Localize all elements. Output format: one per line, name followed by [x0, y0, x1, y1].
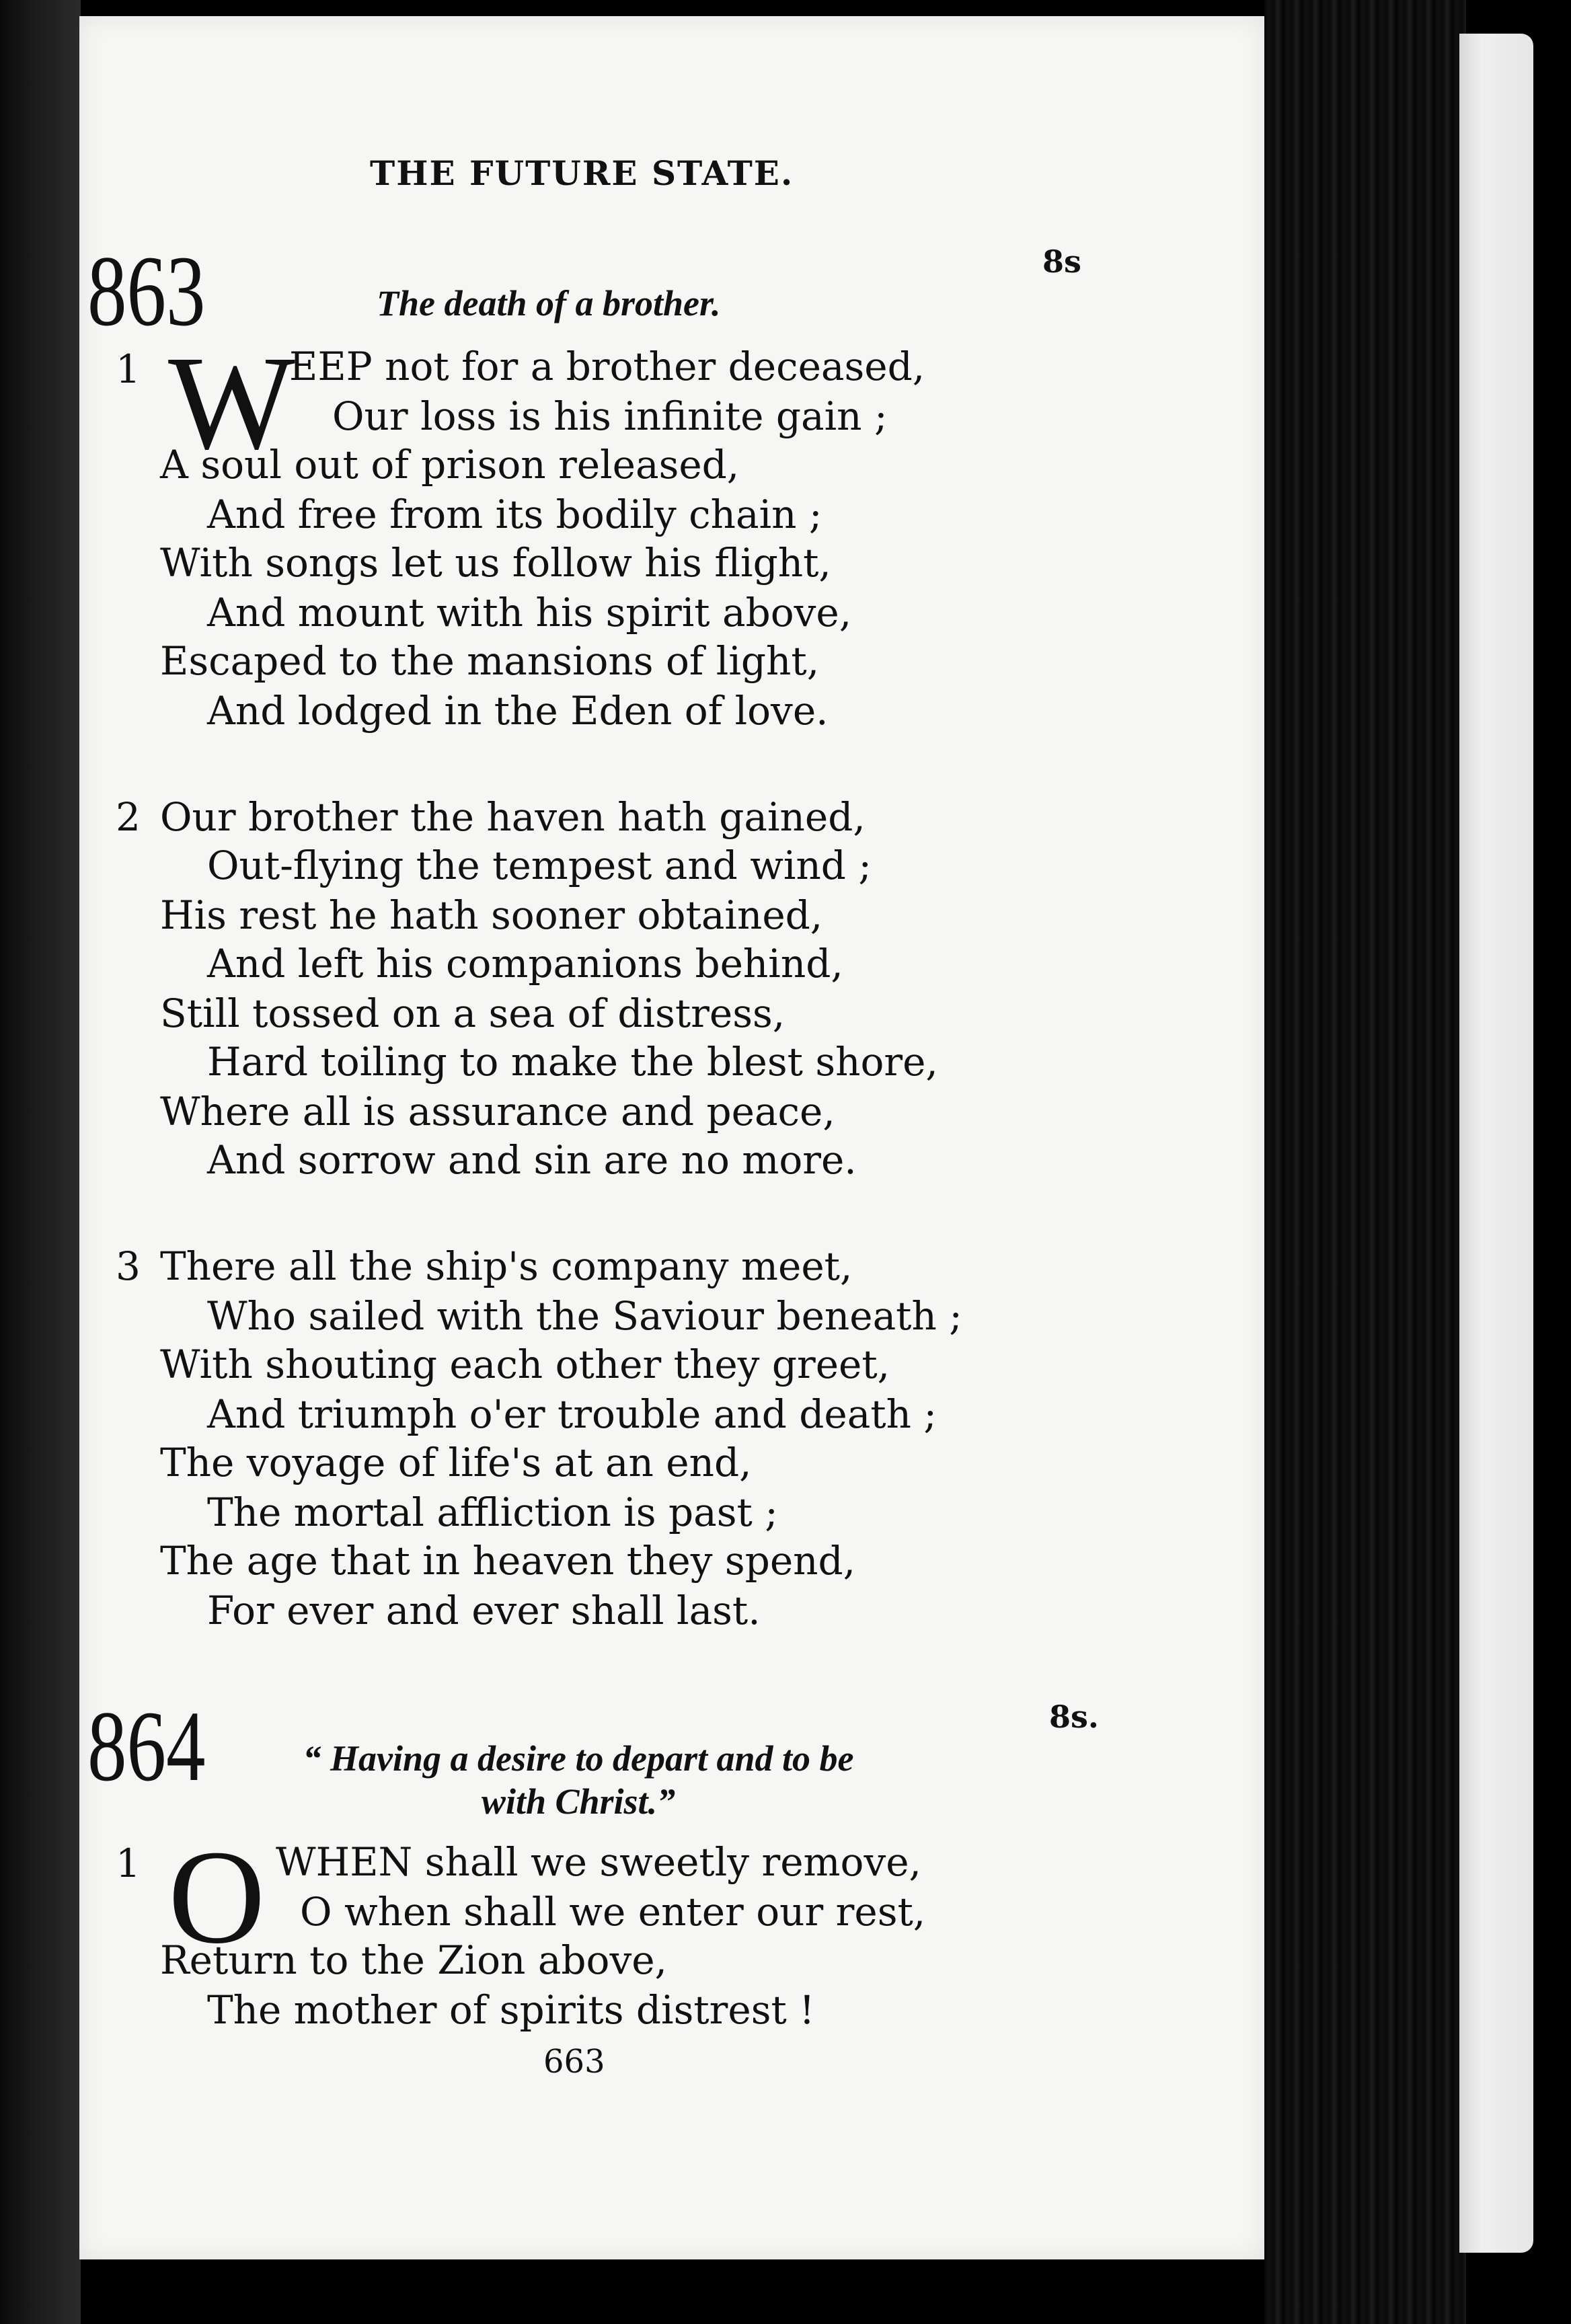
hymn-title-continued: with Christ.”	[481, 1781, 676, 1822]
hymn-title: “ Having a desire to depart and to be	[303, 1738, 854, 1779]
verse-line: Escaped to the mansions of light,	[160, 638, 820, 684]
hymn-meter: 8s.	[1049, 1699, 1099, 1735]
verse-line: And left his companions behind,	[207, 941, 843, 986]
verse-line: Our brother the haven hath gained,	[160, 794, 866, 840]
verse-line: With shouting each other they greet,	[160, 1342, 890, 1387]
verse-number: 3	[116, 1243, 141, 1289]
verse-line: And lodged in the Eden of love.	[207, 688, 829, 734]
right-dark-edge	[1533, 0, 1571, 2324]
page-number: 663	[543, 2043, 605, 2081]
verse-line: And mount with his spirit above,	[207, 590, 852, 635]
verse-line: O when shall we enter our rest,	[300, 1889, 926, 1935]
verse-line: With songs let us follow his flight,	[160, 540, 831, 586]
drop-cap: O	[168, 1823, 266, 1972]
verse-line: For ever and ever shall last.	[207, 1588, 761, 1633]
left-binding-edge	[0, 0, 81, 2324]
hymn-number: 863	[87, 235, 206, 347]
verse-line: And triumph o'er trouble and death ;	[207, 1391, 937, 1437]
hymn-title: The death of a brother.	[377, 283, 721, 323]
verse-number: 2	[116, 794, 141, 840]
verse-line: Our loss is his infinite gain ;	[332, 393, 888, 439]
verse-number: 1	[116, 346, 141, 392]
verse-line: The mortal affliction is past ;	[207, 1489, 778, 1535]
verse-line: There all the ship's company meet,	[160, 1243, 853, 1289]
drop-cap: W	[168, 329, 295, 477]
verse-line: And sorrow and sin are no more.	[207, 1137, 857, 1183]
verse-line: His rest he hath sooner obtained,	[160, 892, 823, 938]
verse-line: Who sailed with the Saviour beneath ;	[207, 1293, 962, 1339]
book-spine-edge	[1264, 0, 1466, 2324]
verse-line: Hard toiling to make the blest shore,	[207, 1039, 938, 1085]
hymn-number: 864	[87, 1691, 206, 1802]
running-head: THE FUTURE STATE.	[370, 153, 794, 193]
verse-number: 1	[116, 1841, 141, 1886]
verse-line: The mother of spirits distrest !	[207, 1987, 815, 2033]
verse-line: Still tossed on a sea of distress,	[160, 991, 786, 1036]
adjacent-page-edge	[1459, 34, 1533, 2253]
verse-line: WHEN shall we sweetly remove,	[276, 1839, 921, 1885]
verse-line: And free from its bodily chain ;	[207, 492, 822, 537]
verse-line: EEP not for a brother deceased,	[289, 344, 925, 389]
verse-line: A soul out of prison released,	[160, 442, 740, 488]
verse-line: The age that in heaven they spend,	[160, 1538, 856, 1584]
verse-line: Where all is assurance and peace,	[160, 1089, 835, 1134]
verse-line: The voyage of life's at an end,	[160, 1440, 752, 1485]
hymn-meter: 8s	[1042, 243, 1081, 280]
verse-line: Out-flying the tempest and wind ;	[207, 843, 872, 888]
verse-line: Return to the Zion above,	[160, 1937, 667, 1983]
